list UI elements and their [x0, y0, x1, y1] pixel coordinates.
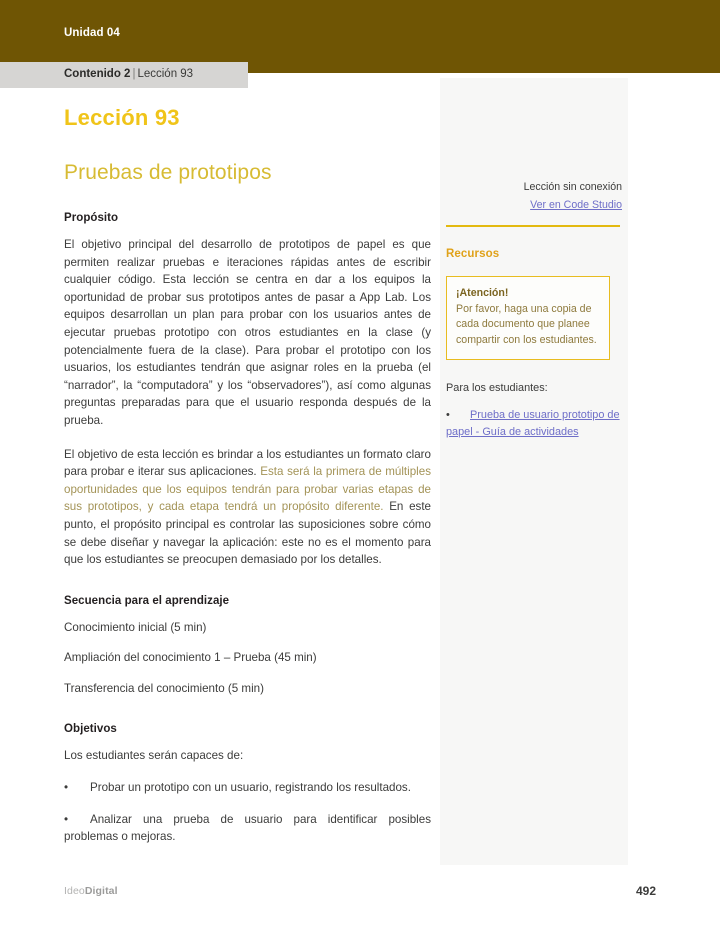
purpose-heading: Propósito — [64, 212, 119, 224]
objective-text: Analizar una prueba de usuario para identificar posibles problemas o mejoras. — [64, 812, 431, 844]
purpose-paragraph: El objetivo principal del desarrollo de prototipos de papel es que permiten realizar pruebas e iteraciones rápidas antes de escribir cualquier código. Esta lección se centra en dar a los equipos la oportunidad de probar sus prototipos antes de pasar a App Lab. Los equipos desarrollan un plan para probar con los usuarios antes de ejecutar pruebas prototipo con otros estudiantes en la clase (y potencialmente fuera de la clase). Para probar el prototipo con los usuarios, los estudiantes tendrán que asignar roles en la prueba (el “narrador”, la “computadora” y los “observadores”), así como algunas preguntas preparadas para que el usuario responda después de la prueba. — [64, 238, 431, 427]
sequence-item: Transferencia del conocimiento (5 min) — [64, 681, 264, 695]
sequence-item: Ampliación del conocimiento 1 – Prueba (45 min) — [64, 651, 317, 665]
attention-body: Por favor, haga una copia de cada documento que planee compartir con los estudiantes. — [456, 302, 597, 346]
second-paragraph — [64, 446, 431, 569]
objective-list-item — [64, 779, 431, 797]
sequence-item: Conocimiento inicial (5 min) — [64, 620, 207, 634]
bullet-icon: • — [64, 812, 69, 826]
footer-brand — [64, 885, 118, 897]
view-in-code-studio-link[interactable]: Ver en Code Studio — [530, 199, 622, 211]
second-paragraph-tail: En este punto, el propósito principal es controlar las suposiciones sobre cómo se debe diseñar y navegar la aplicación: este no es el momento para que los estudiantes se preocupen demasiado por los detalles. — [64, 500, 431, 567]
breadcrumb-separator: | — [132, 68, 136, 80]
breadcrumb-lesson: Lección 93 — [137, 68, 194, 80]
breadcrumb — [64, 68, 193, 80]
student-resource-list-item — [446, 407, 622, 440]
objectives-intro: Los estudiantes serán capaces de: — [64, 749, 244, 763]
lesson-number: Lección 93 — [64, 105, 180, 130]
main-content-column — [64, 212, 431, 860]
sidebar-divider — [446, 225, 620, 227]
attention-title: ¡Atención! — [456, 286, 509, 299]
sidebar-content — [446, 78, 622, 440]
objectives-heading: Objetivos — [64, 723, 117, 736]
resources-heading: Recursos — [446, 247, 500, 260]
second-paragraph-lead: El objetivo de esta lección es brindar a los estudiantes un formato claro para probar e iterar sus aplicaciones. — [64, 447, 431, 479]
unit-label: Unidad 04 — [64, 27, 120, 39]
for-students-label: Para los estudiantes: — [446, 382, 548, 395]
bullet-icon: • — [446, 409, 450, 422]
brand-light-part: Ideo — [64, 885, 85, 897]
code-studio-link-wrapper — [446, 195, 622, 213]
bullet-icon: • — [64, 781, 69, 795]
sequence-heading: Secuencia para el aprendizaje — [64, 594, 230, 607]
brand-bold-part: Digital — [84, 885, 118, 897]
objective-list-item — [64, 811, 431, 846]
breadcrumb-content: Contenido 2 — [64, 68, 131, 80]
page-number: 492 — [635, 884, 656, 898]
page-title: Pruebas de prototipos — [64, 161, 272, 184]
objective-text: Probar un prototipo con un usuario, registrando los resultados. — [90, 781, 411, 795]
second-paragraph-highlight: Esta será la primera de múltiples oportunidades que los equipos tendrán para probar varias etapas de sus prototipos, y cada etapa tendrá un propósito diferente. — [64, 465, 431, 514]
offline-lesson-label: Lección sin conexión — [523, 181, 622, 193]
attention-box — [446, 276, 610, 361]
student-resource-link[interactable]: Prueba de usuario prototipo de papel - Guía de actividades — [446, 409, 620, 438]
